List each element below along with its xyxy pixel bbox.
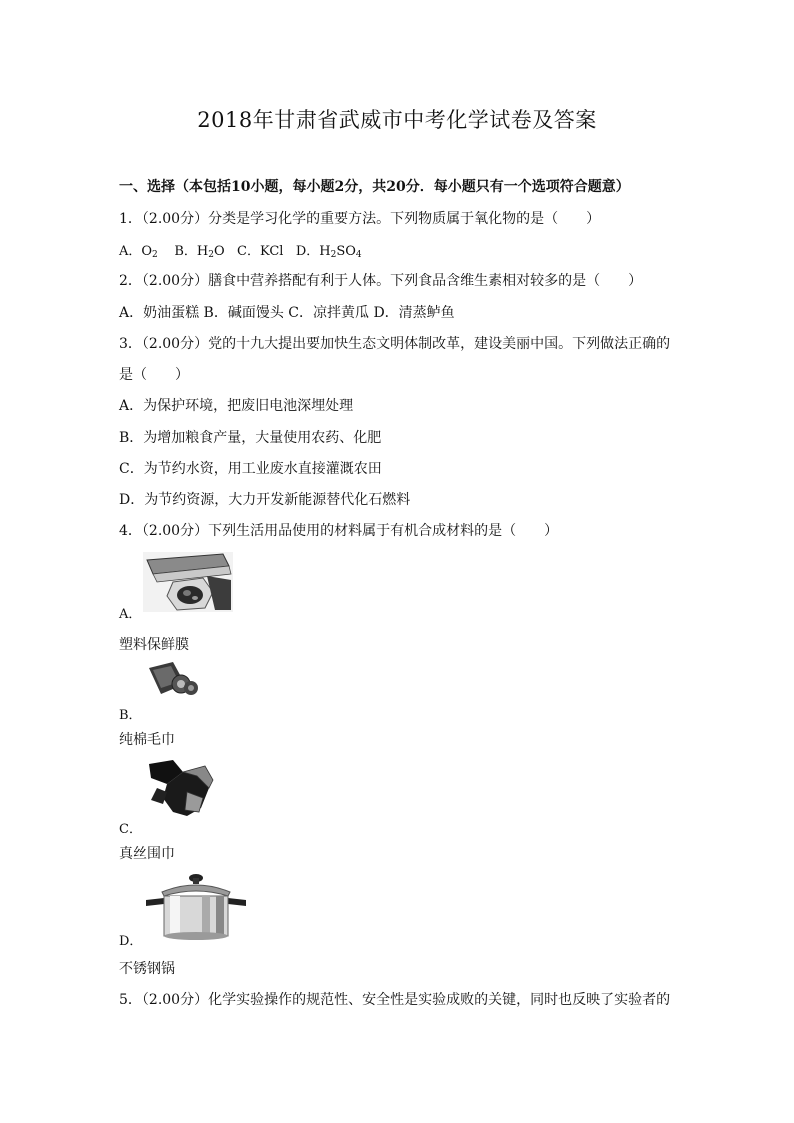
question-3-stem-line1: 3．（2.00分）党的十九大提出要加快生态文明体制改革，建设美丽中国。下列做法正确的: [119, 336, 671, 352]
question-4-option-b-label: B．: [119, 708, 142, 723]
question-5-stem-line1: 5．（2.00分）化学实验操作的规范性、安全性是实验成败的关键，同时也反映了实验者的: [119, 992, 671, 1008]
question-3-option-c: C．为节约水资，用工业废水直接灌溉农田: [119, 461, 382, 477]
question-4-option-a-label: A．: [119, 607, 142, 622]
q1-option-d: D．$H_2SO_4$: [295, 244, 362, 260]
cotton-towel-image: [143, 660, 199, 698]
question-4-option-c-label: C．: [119, 822, 142, 837]
plastic-wrap-image: [143, 552, 233, 612]
silk-scarf-image: [143, 758, 215, 820]
question-3-option-d: D．为节约资源，大力开发新能源替代化石燃料: [119, 492, 411, 508]
question-4-option-b-caption: 纯棉毛巾: [119, 732, 175, 748]
q1-option-a: A．$O_2$: [119, 244, 158, 260]
question-3-option-a: A．为保护环境，把废旧电池深埋处理: [119, 398, 354, 414]
question-2-stem: 2．（2.00分）膳食中营养搭配有利于人体。下列食品含维生素相对较多的是（ ）: [119, 273, 643, 289]
question-2-options: A．奶油蛋糕 B．碱面馒头 C．凉拌黄瓜 D．清蒸鲈鱼: [119, 305, 455, 321]
page-title: 2018年甘肃省武威市中考化学试卷及答案: [197, 108, 597, 132]
question-3-option-b: B．为增加粮食产量，大量使用农药、化肥: [119, 430, 382, 446]
section-heading: 一、选择（本包括10小题，每小题2分，共20分．每小题只有一个选项符合题意）: [119, 179, 630, 195]
question-4-option-d-label: D．: [119, 934, 143, 949]
q1-option-b: B．$H_2O$: [174, 244, 225, 260]
question-4-stem: 4．（2.00分）下列生活用品使用的材料属于有机合成材料的是（ ）: [119, 523, 559, 539]
question-4-option-d-caption: 不锈钢锅: [119, 961, 175, 977]
question-1-options: [119, 240, 362, 260]
question-1-stem: 1．（2.00分）分类是学习化学的重要方法。下列物质属于氧化物的是（ ）: [119, 211, 601, 227]
question-4-option-a-caption: 塑料保鲜膜: [119, 637, 189, 653]
question-4-option-c-caption: 真丝围巾: [119, 846, 175, 862]
question-3-stem-line2: 是（ ）: [119, 367, 189, 383]
q1-option-c: C．KCl: [237, 244, 284, 259]
stainless-steel-pot-image: [142, 872, 250, 944]
